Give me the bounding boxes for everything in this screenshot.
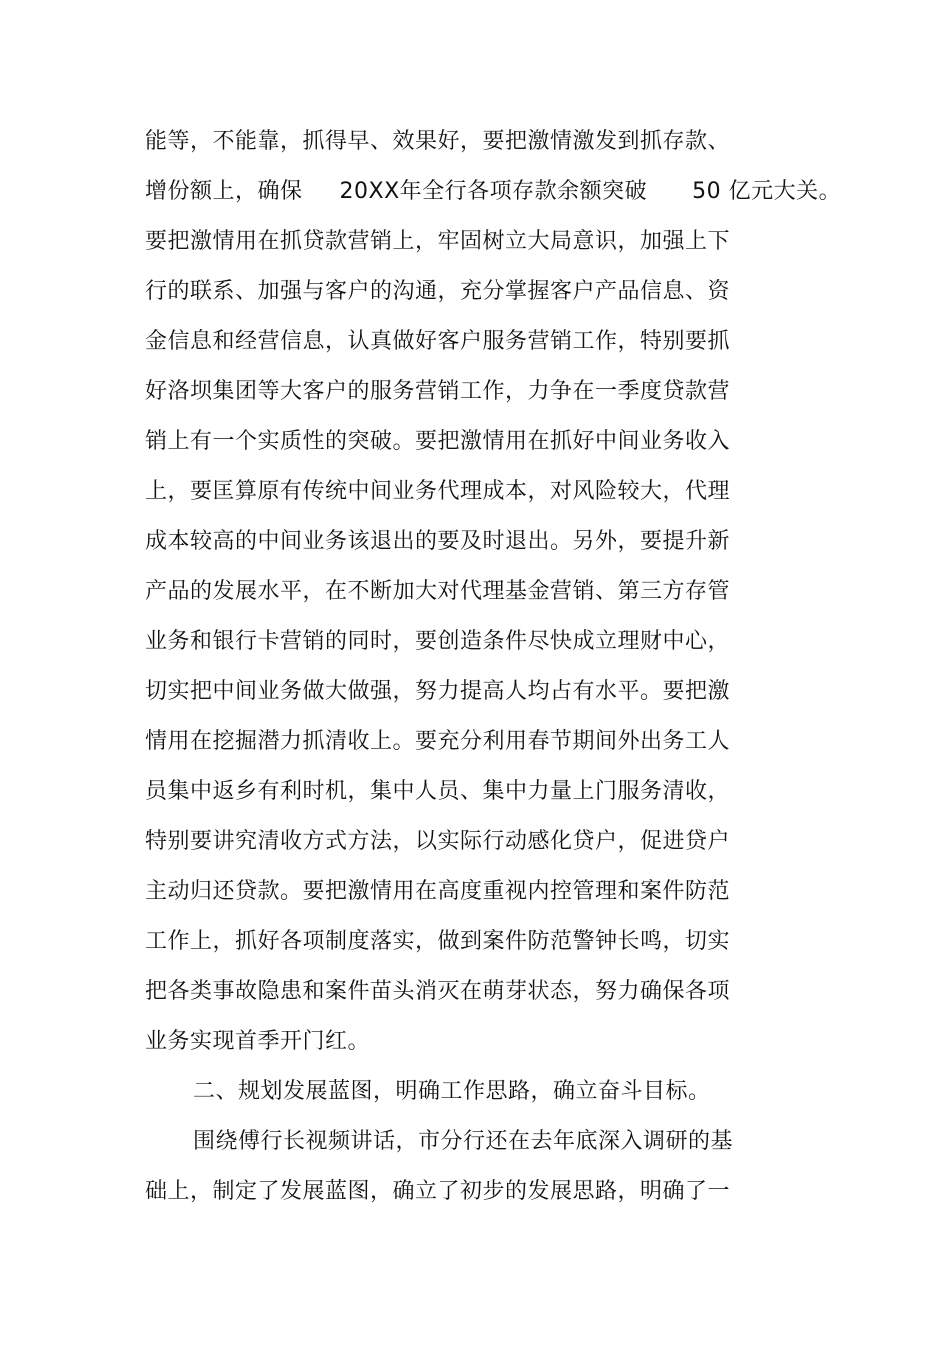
text-line: 把各类事故隐患和案件苗头消灭在萌芽状态，努力确保各项 <box>145 979 731 1004</box>
text-line: 行的联系、加强与客户的沟通，充分掌握客户产品信息、资 <box>145 279 731 304</box>
text-line: 能等，不能靠，抓得早、效果好，要把激情激发到抓存款、 <box>145 129 731 154</box>
text-line: 上，要匡算原有传统中间业务代理成本，对风险较大，代理 <box>145 479 731 504</box>
text-line: 销上有一个实质性的突破。要把激情用在抓好中间业务收入 <box>145 429 731 454</box>
text-segment: 50 亿元大关。 <box>692 179 842 204</box>
text-segment: 20XX年全行各项存款余额突破 <box>339 179 648 204</box>
text-line: 员集中返乡有利时机，集中人员、集中力量上门服务清收， <box>145 779 731 804</box>
text-line: 业务实现首季开门红。 <box>145 1029 371 1054</box>
text-line: 好洛坝集团等大客户的服务营销工作，力争在一季度贷款营 <box>145 379 731 404</box>
text-line: 主动归还贷款。要把激情用在高度重视内控管理和案件防范 <box>145 879 731 904</box>
text-line: 产品的发展水平，在不断加大对代理基金营销、第三方存管 <box>145 579 731 604</box>
text-line: 工作上，抓好各项制度落实，做到案件防范警钟长鸣，切实 <box>145 929 731 954</box>
text-line: 础上，制定了发展蓝图，确立了初步的发展思路，明确了一 <box>145 1179 731 1204</box>
text-line: 围绕傅行长视频讲话，市分行还在去年底深入调研的基 <box>193 1129 734 1154</box>
text-line: 切实把中间业务做大做强，努力提高人均占有水平。要把激 <box>145 679 731 704</box>
text-line: 特别要讲究清收方式方法，以实际行动感化贷户，促进贷户 <box>145 829 731 854</box>
text-segment: 增份额上，确保 <box>145 179 303 204</box>
text-line: 业务和银行卡营销的同时，要创造条件尽快成立理财中心， <box>145 629 731 654</box>
text-line: 情用在挖掘潜力抓清收上。要充分利用春节期间外出务工人 <box>145 729 731 754</box>
text-line <box>145 178 841 206</box>
text-line: 要把激情用在抓贷款营销上，牢固树立大局意识，加强上下 <box>145 229 731 254</box>
text-line: 金信息和经营信息，认真做好客户服务营销工作，特别要抓 <box>145 329 731 354</box>
section-heading: 二、规划发展蓝图，明确工作思路，确立奋斗目标。 <box>193 1079 711 1104</box>
text-line: 成本较高的中间业务该退出的要及时退出。另外，要提升新 <box>145 529 731 554</box>
